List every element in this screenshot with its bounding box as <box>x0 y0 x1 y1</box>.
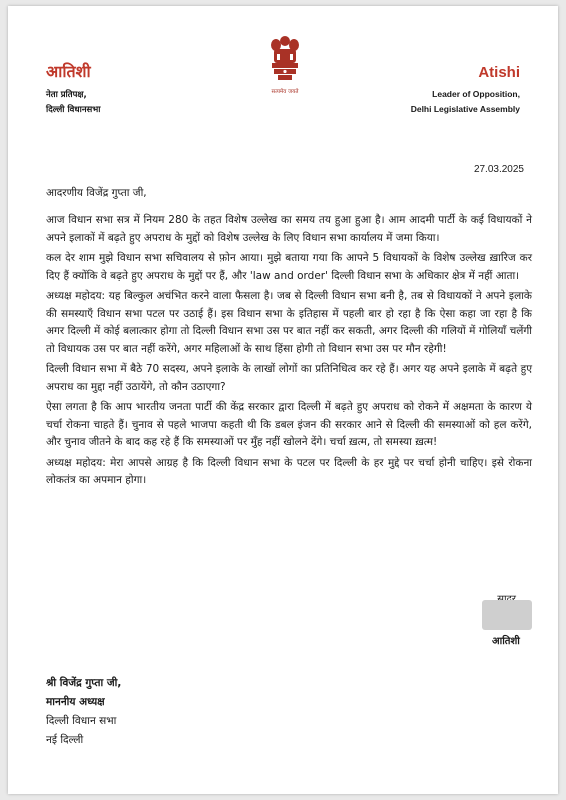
body-paragraph-2: कल देर शाम मुझे विधान सभा सचिवालय से फ़ोन आया। मुझे बताया गया कि आपने 5 विधायकों के विशेष उल्लेख ख़ारिज कर दिए हैं क्योंकि वे बढ़ते हुए अपराध के मुद्दों पर हैं, और 'law and order' दिल्ली विधान सभा के अधिकार क्षेत्र में नहीं आता। <box>46 252 532 282</box>
body-paragraph-6: अध्यक्ष महोदय: मेरा आपसे आग्रह है कि दिल्ली विधान सभा के पटल पर दिल्ली के हर मुद्दे पर चर्चा होनी चाहिए। इसे रोकना लोकतंत्र का अपमान होगा। <box>46 456 532 486</box>
body-paragraph-3: अध्यक्ष महोदय: यह बिल्कुल अचंभित करने वाला फैसला है। जब से दिल्ली विधान सभा बनी है, तब से विधायकों ने अपने इलाके की समस्याएँ विधान सभा पटल पर उठाई हैं। इस विधान सभा के इतिहास में पहली बार हो रहा है कि ऐसा कहा जा रहा है कि अगर दिल्ली में कोई बलात्कार होगा तो दिल्ली विधान सभा उस पर बात नहीं कर सकती, अगर दिल्ली की गलियों में गोलियाँ चलेंगी तो विधायक उस पर बात नहीं करेंगे, अगर महिलाओं के साथ हिंसा होगी तो विधान सभा उस पर मौन रहेगी! <box>46 290 532 355</box>
body-paragraph-4: दिल्ली विधान सभा में बैठे 70 सदस्य, अपने इलाके के लाखों लोगों का प्रतिनिधित्व कर रहे हैं। अगर यह अपने इलाके में बढ़ते हुए अपराध का मुद्दा नहीं उठायेंगे, तो कौन उठाएगा? <box>46 363 532 393</box>
letter-date: 27.03.2025 <box>473 164 524 175</box>
letter-body <box>46 212 532 493</box>
body-paragraph-1: आज विधान सभा सत्र में नियम 280 के तहत विशेष उल्लेख का समय तय हुआ हुआ है। आम आदमी पार्टी के कई विधायकों ने अपने इलाकों में बढ़ते हुए अपराध के मुद्दों को विशेष उल्लेख के लिए विधान सभा कार्यालय में जमा किया। <box>46 214 532 244</box>
recipient-office: दिल्ली विधान सभा <box>46 715 117 727</box>
recipient-block <box>46 674 121 750</box>
sender-title-english-line1: Leader of Opposition, <box>432 89 520 99</box>
recipient-city: नई दिल्ली <box>46 734 84 746</box>
signature-redacted <box>482 600 532 630</box>
sender-title-hindi-line2: दिल्ली विधानसभा <box>46 105 101 115</box>
letter-page <box>8 6 558 794</box>
emblem-motto: सत्यमेव जयते <box>271 89 299 95</box>
sender-name-hindi: आतिशी <box>46 62 91 81</box>
sender-title-hindi <box>46 88 100 118</box>
letterhead-right <box>411 64 520 117</box>
sender-title-english <box>411 87 520 117</box>
signatory-name: आतिशी <box>492 636 520 647</box>
letterhead-left <box>46 60 100 118</box>
recipient-name: श्री विजेंद्र गुप्ता जी, <box>46 677 122 689</box>
recipient-designation: माननीय अध्यक्ष <box>46 696 105 708</box>
national-emblem <box>262 32 308 95</box>
sender-title-hindi-line1: नेता प्रतिपक्ष, <box>46 90 87 100</box>
salutation: आदरणीय विजेंद्र गुप्ता जी, <box>46 187 147 199</box>
body-paragraph-5: ऐसा लगता है कि आप भारतीय जनता पार्टी की केंद्र सरकार द्वारा दिल्ली में बढ़ते हुए अपराध को रोकने में अक्षमता के कारण ये चर्चा रोकना चाहते हैं। चुनाव से पहले भाजपा कहती थी कि डबल इंजन की सरकार आने से दिल्ली की समस्याओं को हल करेंगे, और चुनाव जीतने के बाद कह रहे हैं कि समस्याओं पर मुँह नहीं खोलने देंगे। चर्चा ख़त्म, तो समस्या ख़त्म! <box>46 401 532 448</box>
sender-name-english: Atishi <box>478 64 520 81</box>
national-emblem-icon <box>267 32 303 86</box>
sender-title-english-line2: Delhi Legislative Assembly <box>410 104 520 114</box>
